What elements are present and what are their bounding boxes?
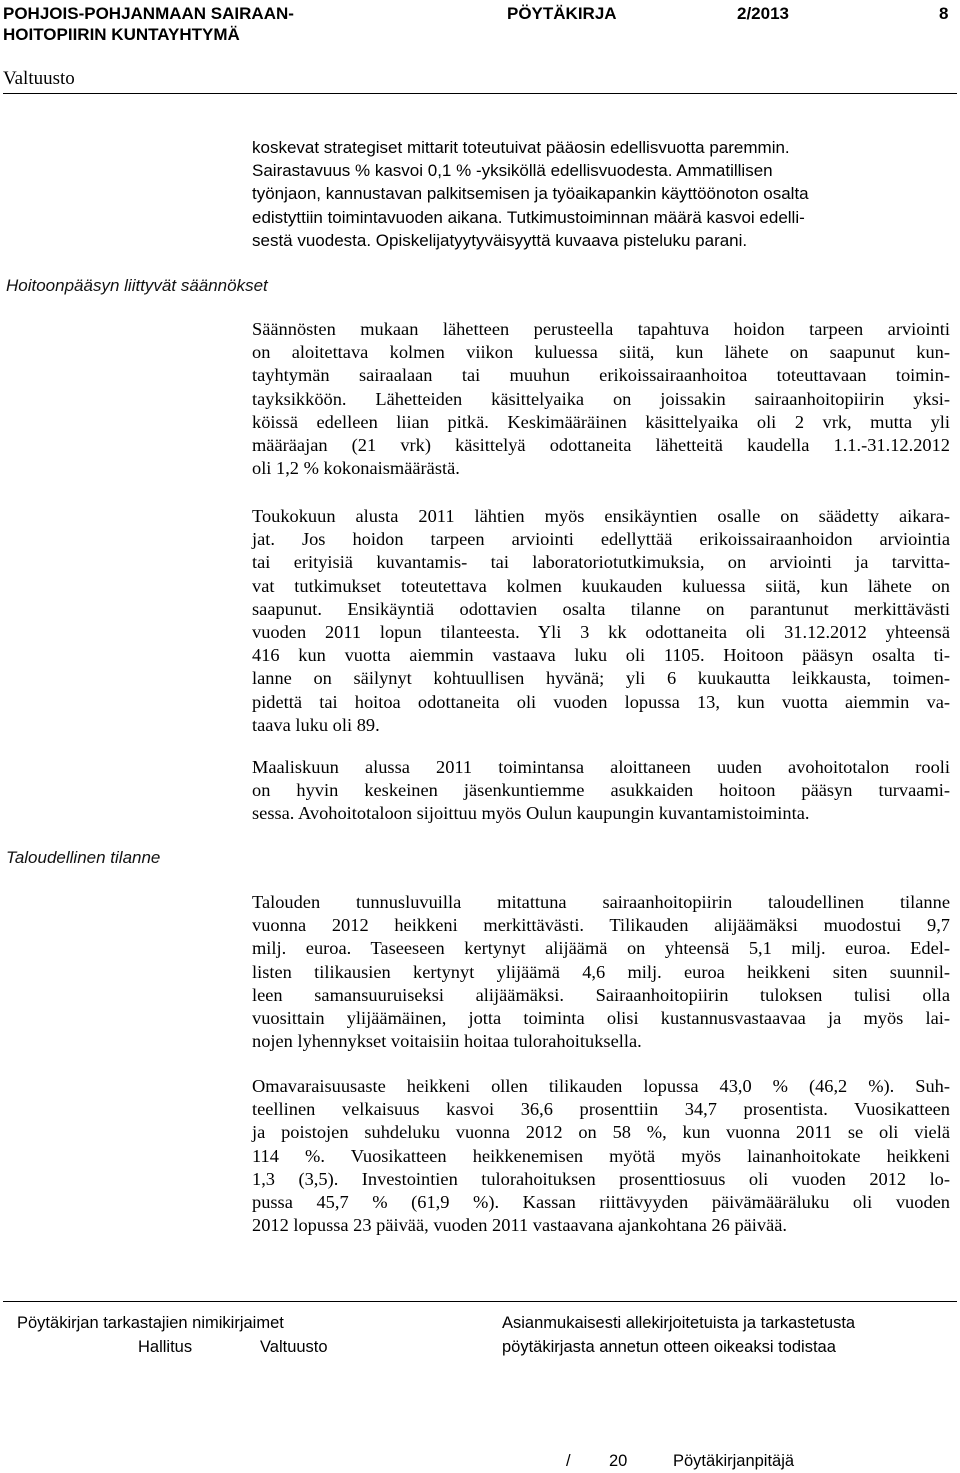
certification-line2: pöytäkirjasta annetun otteen oikeaksi todistaa bbox=[502, 1338, 836, 1356]
text-line: köissä edelleen liian pitkä. Keskimääräinen käsittelyaika oli 2 vrk, mutta yli bbox=[252, 411, 950, 432]
text-line: sestä vuodesta. Opiskelijatyytyväisyyttä kuvaava pisteluku parani. bbox=[252, 230, 748, 250]
organization-name-line1: POHJOIS-POHJANMAAN SAIRAAN- bbox=[3, 4, 294, 23]
date-slash: / bbox=[566, 1452, 571, 1470]
document-number: 2/2013 bbox=[737, 4, 789, 23]
text-line: tayksikköön. Lähetteiden käsittelyaika on joissakin sairaanhoitopiirin yksi- bbox=[252, 388, 950, 409]
paragraph-financial-indicators bbox=[252, 891, 950, 1053]
certification-line1: Asianmukaisesti allekirjoitetuista ja tarkastetusta bbox=[502, 1314, 856, 1332]
text-line: edistyttiin toimintavuoden aikana. Tutkimustoiminnan määrä kasvoi edelli- bbox=[252, 207, 805, 227]
organization-name-line2: HOITOPIIRIN KUNTAYHTYMÄ bbox=[3, 25, 240, 44]
text-line: määräajan (21 vrk) käsittelyä odottaneita lähetteitä kaudella 1.1.-31.12.2012 bbox=[252, 435, 950, 456]
text-line: on hyvin keskeinen jäsenkuntiemme asukkaiden hoitoon pääsyn turvaami- bbox=[252, 780, 950, 801]
text-line: listen tilikausien kertynyt ylijäämä 4,6 milj. euroa heikkeni siten suunnil- bbox=[252, 961, 950, 982]
text-line: vuonna 2012 heikkeni merkittävästi. Tilikauden alijäämäksi muodostui 9,7 bbox=[252, 915, 950, 936]
text-line: milj. euroa. Taseeseen kertynyt alijäämä on yhteensä 5,1 milj. euroa. Edel- bbox=[252, 938, 950, 959]
text-line: Säännösten mukaan lähetteen perusteella tapahtuva hoidon tarpeen arviointi bbox=[252, 319, 950, 339]
text-line: leen samansuuruiseksi alijäämäksi. Sairaanhoitopiirin tuloksen tulisi olla bbox=[252, 984, 950, 1005]
text-line: oli 1,2 % kokonaismäärästä. bbox=[252, 458, 460, 479]
text-line: Omavaraisuusaste heikkeni ollen tilikauden lopussa 43,0 % (46,2 %). Suh- bbox=[252, 1076, 950, 1096]
paragraph-solvency bbox=[252, 1075, 950, 1237]
text-line: taava luku oli 89. bbox=[252, 714, 380, 735]
header-divider bbox=[3, 93, 957, 94]
text-line: Sairastavuus % kasvoi 0,1 % -yksiköllä edellisvuodesta. Ammatillisen bbox=[252, 161, 773, 181]
text-line: teellinen velkaisuus kasvoi 36,6 prosenttiin 34,7 prosentista. Vuosikatteen bbox=[252, 1099, 950, 1120]
minutes-keeper-label: Pöytäkirjanpitäjä bbox=[673, 1452, 795, 1470]
text-line: tayhtymän sairaalaan tai muuhun erikoissairaanhoitoa toteuttavaan toimin- bbox=[252, 365, 950, 386]
paragraph-strategic-metrics bbox=[252, 136, 809, 252]
text-line: jat. Jos hoidon tarpeen arviointi edellyttää erikoissairaanhoidon arviointia bbox=[252, 529, 950, 550]
footer-divider bbox=[3, 1301, 957, 1302]
text-line: vuosittain ylijäämäinen, jotta toiminta olisi kustannusvastaavaa ja myös lai- bbox=[252, 1008, 950, 1029]
text-line: sessa. Avohoitotaloon sijoittuu myös Oulun kaupungin kuvantamistoiminta. bbox=[252, 803, 810, 824]
text-line: tai erityisiä kuvantamis- tai laboratoriotutkimuksia, on arviointi ja tarvitta- bbox=[252, 552, 950, 573]
sidebar-heading-financial-situation: Taloudellinen tilanne bbox=[6, 848, 161, 867]
text-line: työnjaon, kannustavan palkitsemisen ja työaikapankin käyttöönoton osalta bbox=[252, 184, 809, 204]
text-line: pussa 45,7 % (61,9 %). Kassan riittävyyden päivämääräluku oli vuoden bbox=[252, 1192, 950, 1213]
text-line: Maaliskuun alussa 2011 toimintansa aloittaneen uuden avohoitotalon rooli bbox=[252, 757, 950, 777]
text-line: pidettä tai hoitoa odottaneita oli vuoden lopussa 13, kun vuotta aiemmin va- bbox=[252, 691, 950, 712]
text-line: on aloitettava kolmen viikon kuluessa siitä, kun lähete on saapunut kun- bbox=[252, 342, 950, 363]
text-line: Talouden tunnusluvuilla mitattuna sairaanhoitopiirin taloudellinen tilanne bbox=[252, 892, 950, 912]
text-line: 2012 lopussa 23 päivää, vuoden 2011 vastaavana ajankohtana 26 päivää. bbox=[252, 1215, 788, 1236]
initials-label: Pöytäkirjan tarkastajien nimikirjaimet bbox=[17, 1314, 284, 1332]
text-line: ja poistojen suhdeluku vuonna 2012 on 58 %, kun vuonna 2011 se oli vielä bbox=[252, 1122, 950, 1143]
body-name: Valtuusto bbox=[3, 68, 75, 89]
text-line: koskevat strategiset mittarit toteutuivat pääosin edellisvuotta paremmin. bbox=[252, 138, 790, 157]
text-line: saapunut. Ensikäyntiä odottavien osalta tilanne on parantunut merkittävästi bbox=[252, 598, 950, 619]
sidebar-heading-access-rules: Hoitoonpääsyn liittyvät säännökset bbox=[6, 276, 268, 295]
text-line: vat tutkimukset toteutettava kolmen kuukauden kuluessa siitä, kun lähete on bbox=[252, 575, 950, 596]
initials-hallitus: Hallitus bbox=[138, 1338, 193, 1356]
text-line: 114 %. Vuosikatteen heikkenemisen myötä myös lainanhoitokate heikkeni bbox=[252, 1145, 950, 1166]
text-line: 1,3 (3,5). Investointien tulorahoituksen prosenttiosuus oli vuoden 2012 lo- bbox=[252, 1168, 950, 1189]
text-line: lanne on säilynyt kohtuullisen hyvänä; yli 6 kuukautta leikkausta, toimen- bbox=[252, 668, 950, 689]
document-type: PÖYTÄKIRJA bbox=[507, 4, 617, 23]
text-line: nojen lyhennykset voitaisiin hoitaa tulorahoituksella. bbox=[252, 1031, 642, 1052]
initials-valtuusto: Valtuusto bbox=[260, 1338, 328, 1356]
page-number: 8 bbox=[939, 4, 949, 23]
paragraph-first-visits bbox=[252, 505, 950, 737]
text-line: 416 kun vuotta aiemmin vastaava luku oli 1105. Hoitoon pääsyn osalta ti- bbox=[252, 645, 950, 666]
paragraph-referral-assessment bbox=[252, 318, 950, 480]
text-line: Toukokuun alusta 2011 lähtien myös ensikäyntien osalle on säädetty aikara- bbox=[252, 506, 950, 526]
date-year-prefix: 20 bbox=[609, 1452, 628, 1470]
text-line: vuoden 2011 lopun tilanteesta. Yli 3 kk odottaneita oli 31.12.2012 yhteensä bbox=[252, 622, 950, 643]
paragraph-outpatient-building bbox=[252, 756, 950, 826]
